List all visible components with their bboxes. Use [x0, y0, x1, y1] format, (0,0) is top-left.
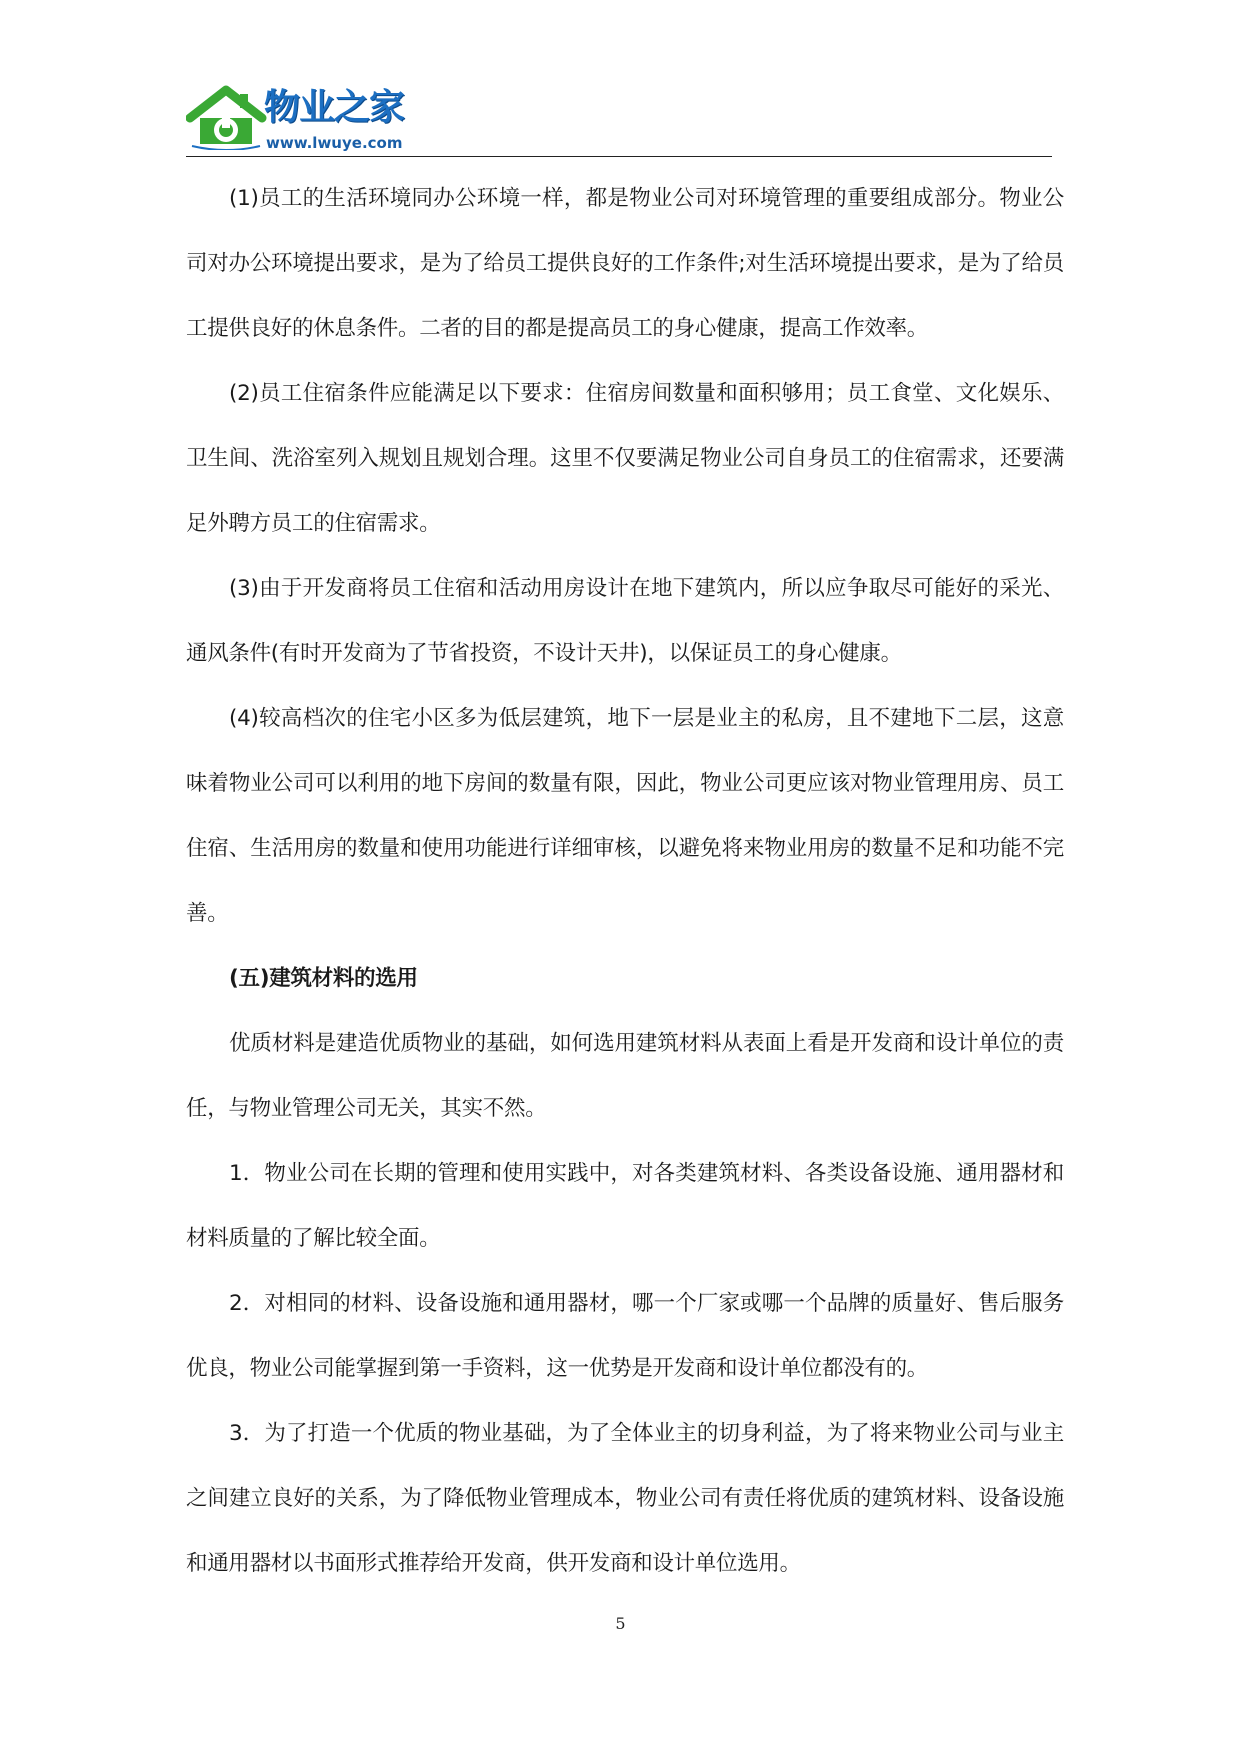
page-header [0, 0, 1241, 160]
header-divider [186, 156, 1052, 157]
paragraph: (1)员工的生活环境同办公环境一样，都是物业公司对环境管理的重要组成部分。物业公司对办公环境提出要求，是为了给员工提供良好的工作条件;对生活环境提出要求，是为了给员工提供良好的休息条件。二者的目的都是提高员工的身心健康，提高工作效率。 [186, 186, 1064, 341]
site-logo[interactable] [186, 84, 426, 154]
paragraph: (4)较高档次的住宅小区多为低层建筑，地下一层是业主的私房，且不建地下二层，这意味着物业公司可以利用的地下房间的数量有限，因此，物业公司更应该对物业管理用房、员工住宿、生活用房的数量和使用功能进行详细审核，以避免将来物业用房的数量不足和功能不完善。 [186, 706, 1064, 926]
page-number: 5 [615, 1614, 626, 1633]
list-item: 2．对相同的材料、设备设施和通用器材，哪一个厂家或哪一个品牌的质量好、售后服务优良，物业公司能掌握到第一手资料，这一优势是开发商和设计单位都没有的。 [186, 1291, 1064, 1381]
document-body [186, 166, 1064, 1596]
list-item: 3．为了打造一个优质的物业基础，为了全体业主的切身利益，为了将来物业公司与业主之间建立良好的关系，为了降低物业管理成本，物业公司有责任将优质的建筑材料、设备设施和通用器材以书面形式推荐给开发商，供开发商和设计单位选用。 [186, 1421, 1064, 1576]
paragraph: 优质材料是建造优质物业的基础，如何选用建筑材料从表面上看是开发商和设计单位的责任，与物业管理公司无关，其实不然。 [186, 1031, 1064, 1121]
house-logo-icon [186, 84, 268, 150]
paragraph: (2)员工住宿条件应能满足以下要求：住宿房间数量和面积够用；员工食堂、文化娱乐、卫生间、洗浴室列入规划且规划合理。这里不仅要满足物业公司自身员工的住宿需求，还要满足外聘方员工的住宿需求。 [186, 381, 1064, 536]
logo-title: 物业之家 [264, 87, 405, 128]
logo-url[interactable]: www.lwuye.com [266, 134, 403, 152]
section-heading: (五)建筑材料的选用 [229, 966, 418, 991]
paragraph: (3)由于开发商将员工住宿和活动用房设计在地下建筑内，所以应争取尽可能好的采光、通风条件(有时开发商为了节省投资，不设计天井)，以保证员工的身心健康。 [186, 576, 1064, 666]
list-item: 1．物业公司在长期的管理和使用实践中，对各类建筑材料、各类设备设施、通用器材和材料质量的了解比较全面。 [186, 1161, 1064, 1251]
